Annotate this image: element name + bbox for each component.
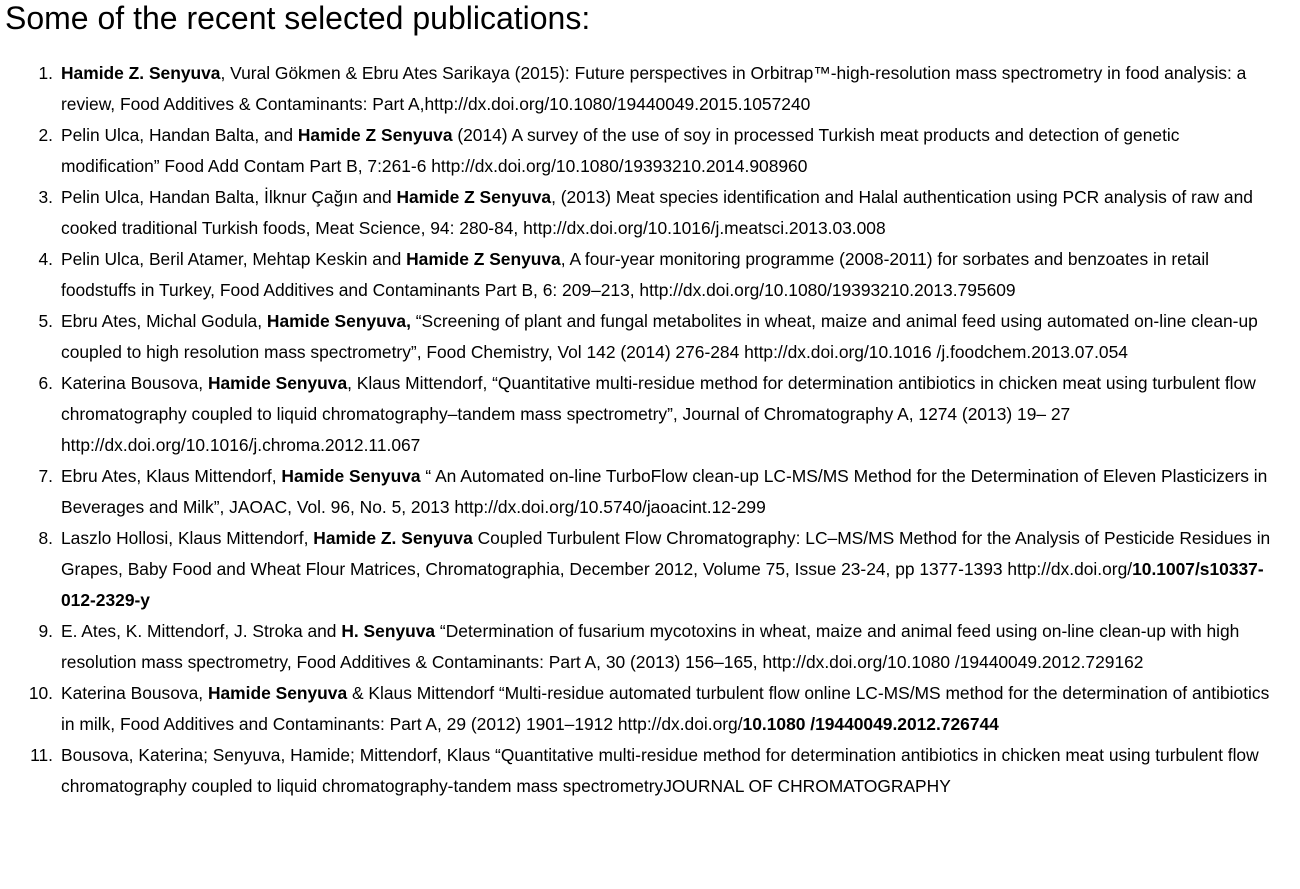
publication-author-highlight: Hamide Z. Senyuva <box>313 528 473 548</box>
publication-text: & Klaus Mittendorf “Multi-residue automated turbulent flow online LC-MS/MS method for the determination of antibiotics in milk, Food Additives and Contaminants: Part A, 29 (2012) 1901–1912 http://dx.doi.org/ <box>61 683 1270 734</box>
publication-number: 4. <box>38 249 53 269</box>
publication-item <box>38 461 1273 523</box>
publication-number: 2. <box>38 125 53 145</box>
publication-item <box>28 678 1273 740</box>
publication-text: Pelin Ulca, Handan Balta, and <box>61 125 298 145</box>
publication-text: “Screening of plant and fungal metabolites in wheat, maize and animal feed using automated on-line clean-up coupled to high resolution mass spectrometry”, Food Chemistry, Vol 142 (2014) 276-284 http://dx.doi.org/10.1016 /j.foodchem.2013.07.054 <box>61 311 1258 362</box>
publication-text: “ An Automated on-line TurboFlow clean-up LC-MS/MS Method for the Determination of Eleven Plasticizers in Beverages and Milk”, JAOAC, Vol. 96, No. 5, 2013 http://dx.doi.org/10.5740/jaoacint.12-299 <box>61 466 1268 517</box>
publication-number: 9. <box>38 621 53 641</box>
publication-text: Bousova, Katerina; Senyuva, Hamide; Mittendorf, Klaus “Quantitative multi-residue method for determination antibiotics in chicken meat using turbulent flow chromatography coupled to liquid chromatography-tandem mass spectrometryJOURNAL OF CHROMATOGRAPHY <box>61 745 1259 796</box>
publication-text: , (2013) Meat species identification and Halal authentication using PCR analysis of raw and cooked traditional Turkish foods, Meat Science, 94: 280-84, http://dx.doi.org/10.1016/j.meatsci.2013.03.008 <box>61 187 1253 238</box>
publication-text: , Vural Gökmen & Ebru Ates Sarikaya (2015): Future perspectives in Orbitrap™-high-resolution mass spectrometry in food analysis: a review, Food Additives & Contaminants: Part A,http://dx.doi.org/10.1080/19440049.2015.1057240 <box>61 63 1247 114</box>
publication-author-highlight: 10.1080 /19440049.2012.726744 <box>742 714 999 734</box>
publication-text: Laszlo Hollosi, Klaus Mittendorf, <box>61 528 314 548</box>
publication-item <box>38 523 1273 616</box>
publication-item <box>38 368 1273 461</box>
publication-item <box>38 306 1273 368</box>
publication-text: , A four-year monitoring programme (2008-2011) for sorbates and benzoates in retail foodstuffs in Turkey, Food Additives and Contaminants Part B, 6: 209–213, http://dx.doi.org/10.1080/19393210.2013.795609 <box>61 249 1210 300</box>
publication-text: Pelin Ulca, Beril Atamer, Mehtap Keskin and <box>61 249 407 269</box>
publication-item <box>30 740 1273 802</box>
publication-author-highlight: 10.1007/s10337-012-2329-y <box>61 559 1264 610</box>
publication-author-highlight: Hamide Senyuva, <box>266 311 411 331</box>
publication-list <box>28 58 1273 802</box>
publication-author-highlight: Hamide Z Senyuva <box>297 125 453 145</box>
publication-text: “Determination of fusarium mycotoxins in wheat, maize and animal feed using on-line clean-up with high resolution mass spectrometry, Food Additives & Contaminants: Part A, 30 (2013) 156–165, http://dx.doi.org/10.1080 /19440049.2012.729162 <box>61 621 1240 672</box>
publication-number: 8. <box>38 528 53 548</box>
publication-author-highlight: H. Senyuva <box>341 621 436 641</box>
publication-item <box>38 58 1273 120</box>
publication-number: 5. <box>38 311 53 331</box>
publication-number: 10. <box>28 683 53 703</box>
publication-item <box>38 616 1273 678</box>
publication-text: Katerina Bousova, <box>61 373 208 393</box>
publication-text: (2014) A survey of the use of soy in processed Turkish meat products and detection of genetic modification” Food Add Contam Part B, 7:261-6 http://dx.doi.org/10.1080/19393210.2014.908960 <box>61 125 1180 176</box>
publication-text: E. Ates, K. Mittendorf, J. Stroka and <box>61 621 342 641</box>
publication-number: 11. <box>30 745 53 765</box>
publication-author-highlight: Hamide Senyuva <box>207 683 348 703</box>
publication-text: Coupled Turbulent Flow Chromatography: LC–MS/MS Method for the Analysis of Pesticide Residues in Grapes, Baby Food and Wheat Flour Matrices, Chromatographia, December 2012, Volume 75, Issue 23-24, pp 1377-1393 http://dx.doi.org/ <box>61 528 1271 579</box>
publication-number: 7. <box>38 466 53 486</box>
publication-number: 6. <box>38 373 53 393</box>
publication-author-highlight: Hamide Senyuva <box>207 373 348 393</box>
publication-text: Ebru Ates, Klaus Mittendorf, <box>61 466 282 486</box>
publication-author-highlight: Hamide Z. Senyuva <box>61 63 221 83</box>
publication-number: 3. <box>38 187 53 207</box>
publication-text: , Klaus Mittendorf, “Quantitative multi-residue method for determination antibiotics in chicken meat using turbulent flow chromatography coupled to liquid chromatography–tandem mass spectrometry”, Journal of Chromatography A, 1274 (2013) 19– 27 http://dx.doi.org/10.1016/j.chroma.2012.11.067 <box>61 373 1256 455</box>
publication-author-highlight: Hamide Z Senyuva <box>396 187 552 207</box>
publication-text: Katerina Bousova, <box>61 683 208 703</box>
publication-item <box>38 182 1273 244</box>
page-heading: Some of the recent selected publications: <box>5 0 591 36</box>
publication-author-highlight: Hamide Z Senyuva <box>406 249 561 269</box>
publication-author-highlight: Hamide Senyuva <box>281 466 421 486</box>
publication-text: Pelin Ulca, Handan Balta, İlknur Çağın and <box>61 187 397 207</box>
publication-item <box>38 120 1273 182</box>
publication-item <box>38 244 1273 306</box>
publication-number: 1. <box>38 63 53 83</box>
publication-text: Ebru Ates, Michal Godula, <box>61 311 267 331</box>
